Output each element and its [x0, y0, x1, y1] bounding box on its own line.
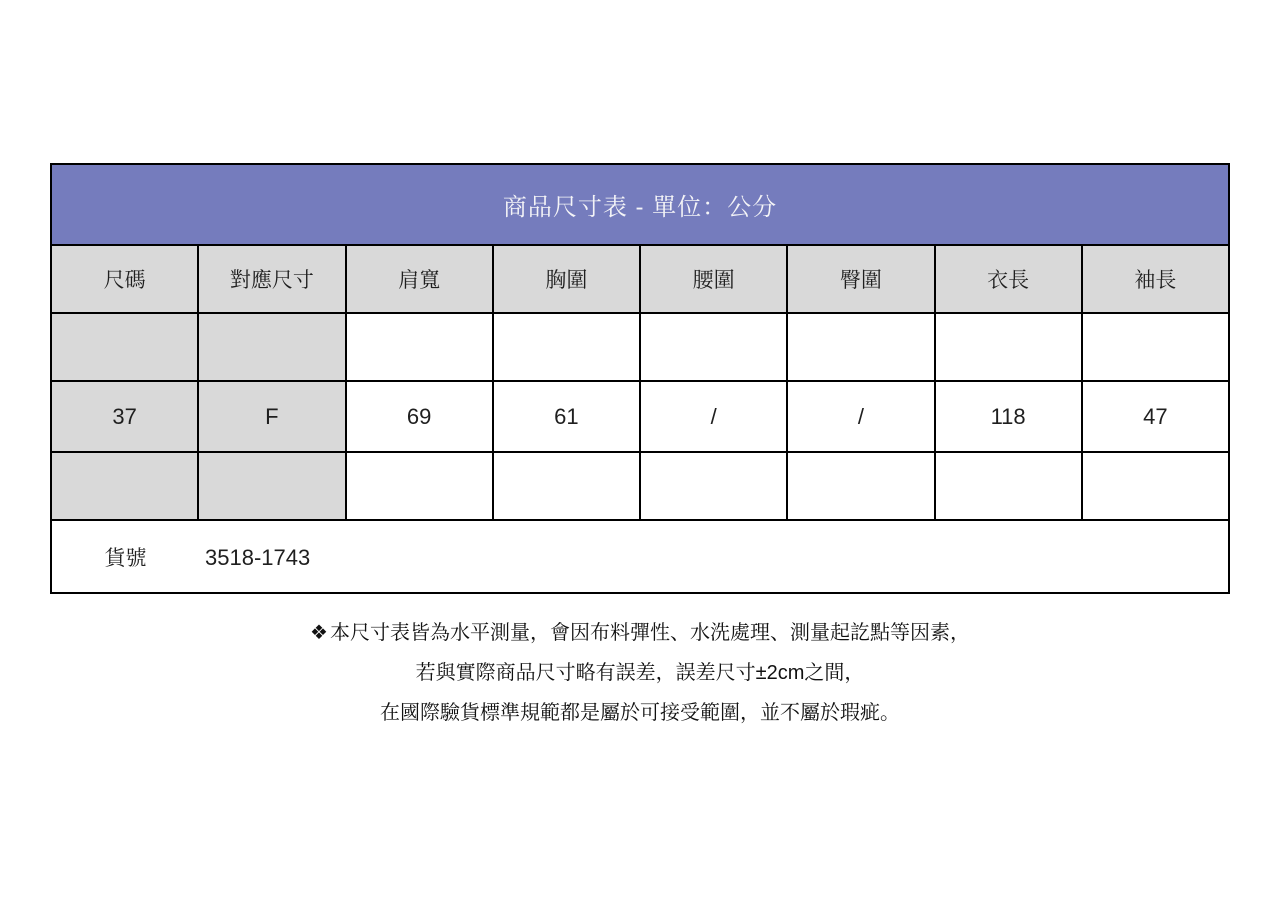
- table-cell: [198, 313, 345, 381]
- measurement-notes: [0, 613, 1280, 733]
- table-cell: [346, 313, 493, 381]
- note-text: 在國際驗貨標準規範都是屬於可接受範圍，並不屬於瑕疵。: [380, 702, 900, 724]
- table-cell: [51, 313, 198, 381]
- note-line-2: [0, 653, 1280, 693]
- col-header-sleeve: 袖長: [1082, 245, 1229, 313]
- table-cell: [346, 452, 493, 520]
- cell-waist-value: /: [640, 381, 787, 452]
- table-title-row: [51, 164, 1229, 245]
- item-number-value: 3518-1743: [205, 544, 311, 570]
- column-header-row: [51, 245, 1229, 313]
- table-row: [51, 381, 1229, 452]
- cell-hip-value: /: [787, 381, 934, 452]
- table-cell: [198, 452, 345, 520]
- cell-shoulder-value: 69: [346, 381, 493, 452]
- table-cell: [51, 452, 198, 520]
- col-header-size: 尺碼: [51, 245, 198, 313]
- col-header-length: 衣長: [935, 245, 1082, 313]
- diamond-bullet-icon: ❖: [310, 622, 328, 644]
- item-number-cell: [51, 520, 1229, 593]
- table-cell: [935, 452, 1082, 520]
- cell-bust-value: 61: [493, 381, 640, 452]
- table-row: [51, 452, 1229, 520]
- col-header-fit: 對應尺寸: [198, 245, 345, 313]
- note-line-3: [0, 693, 1280, 733]
- table-cell: [935, 313, 1082, 381]
- cell-sleeve-value: 47: [1082, 381, 1229, 452]
- item-number-label: 貨號: [104, 546, 147, 570]
- note-text: 若與實際商品尺寸略有誤差，誤差尺寸±2cm之間，: [415, 662, 865, 684]
- cell-size-value: 37: [51, 381, 198, 452]
- col-header-waist: 腰圍: [640, 245, 787, 313]
- cell-length-value: 118: [935, 381, 1082, 452]
- item-number-row: [51, 520, 1229, 593]
- table-cell: [493, 452, 640, 520]
- table-cell: [640, 452, 787, 520]
- note-line-1: [0, 613, 1280, 653]
- table-cell: [787, 313, 934, 381]
- cell-fit-value: F: [198, 381, 345, 452]
- table-row: [51, 313, 1229, 381]
- table-cell: [640, 313, 787, 381]
- col-header-bust: 胸圍: [493, 245, 640, 313]
- note-text: 本尺寸表皆為水平測量，會因布料彈性、水洗處理、測量起訖點等因素，: [329, 622, 970, 644]
- col-header-hip: 臀圍: [787, 245, 934, 313]
- table-cell: [1082, 313, 1229, 381]
- table-cell: [787, 452, 934, 520]
- table-title: 商品尺寸表 - 單位：公分: [51, 164, 1229, 245]
- table-cell: [493, 313, 640, 381]
- col-header-shoulder: 肩寬: [346, 245, 493, 313]
- table-cell: [1082, 452, 1229, 520]
- size-table: [50, 163, 1230, 594]
